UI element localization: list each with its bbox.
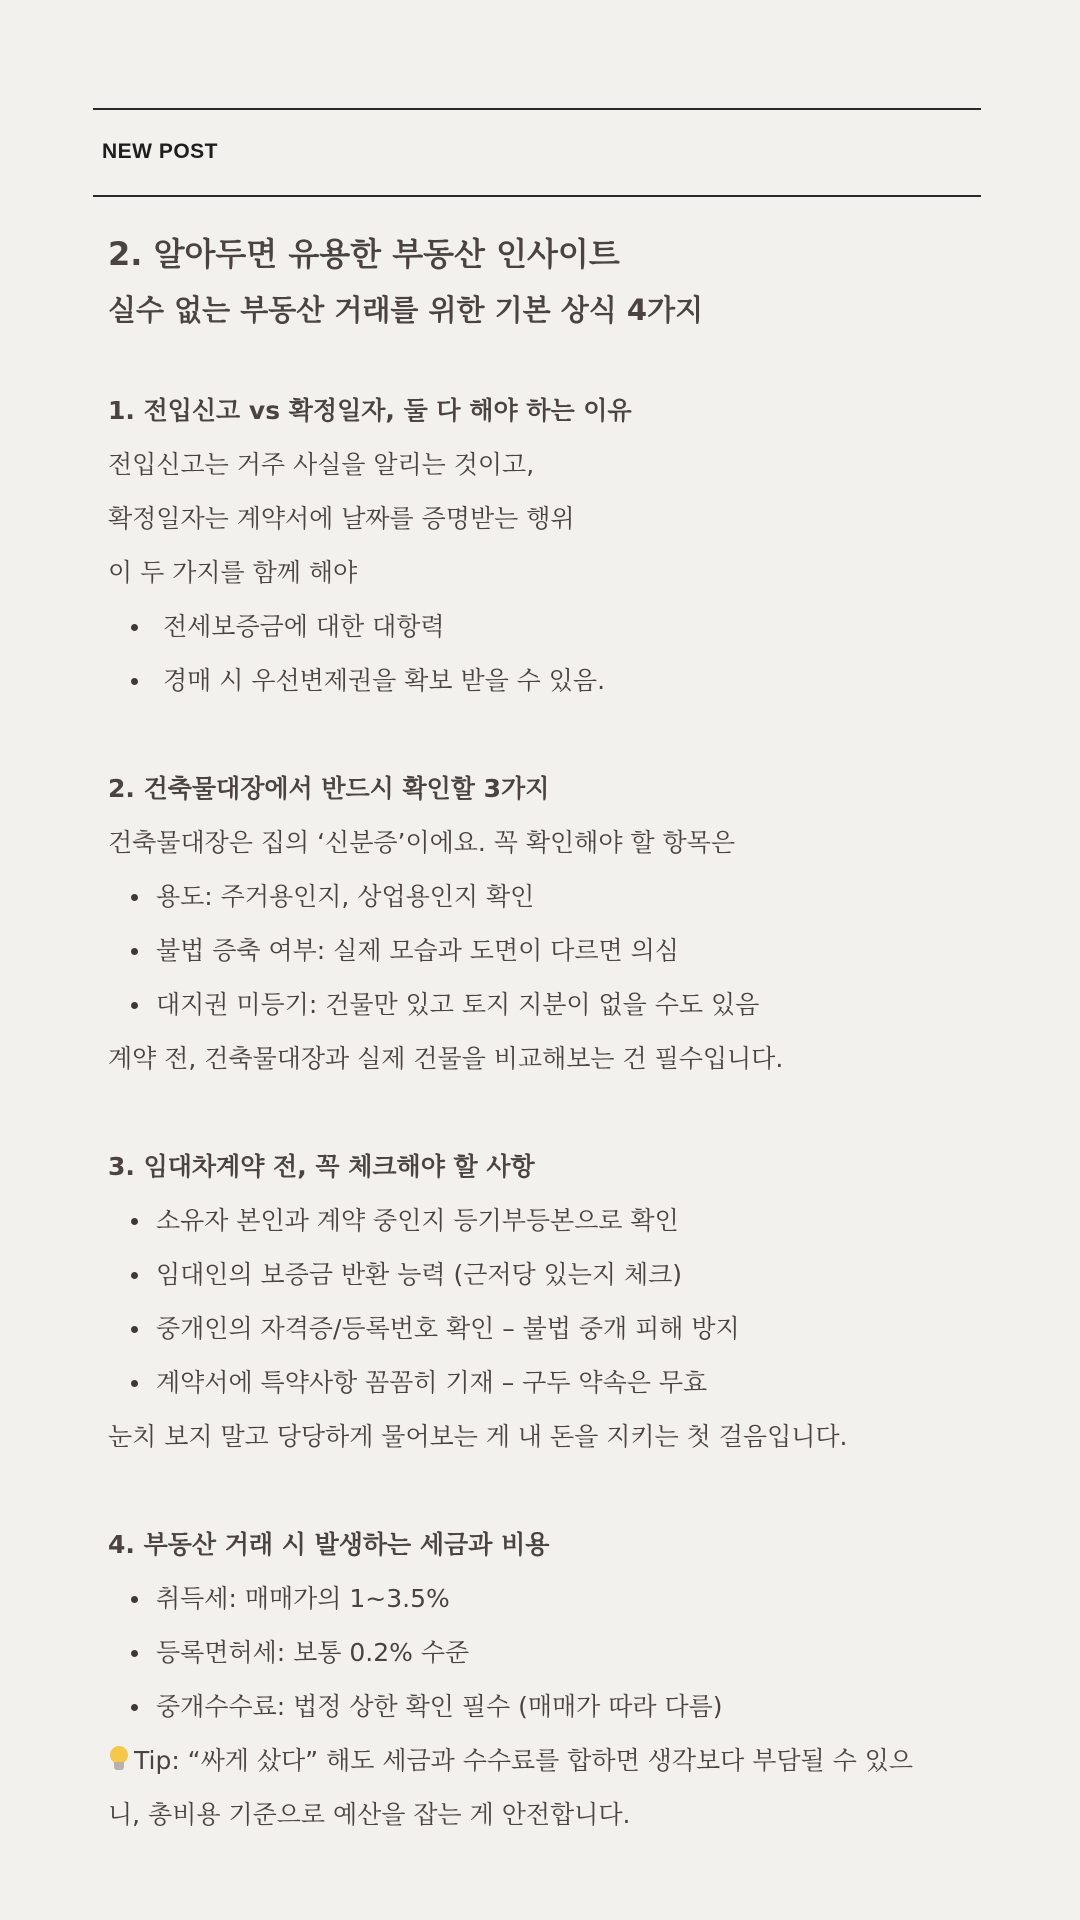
paragraph-line: 계약 전, 건축물대장과 실제 건물을 비교해보는 건 필수입니다.	[108, 1044, 784, 1073]
paragraph-line: 이 두 가지를 함께 해야	[108, 558, 358, 587]
list-item: 중개인의 자격증/등록번호 확인 – 불법 중개 피해 방지	[108, 1302, 968, 1356]
section-lease-checklist	[108, 1140, 968, 1464]
list-item: 대지권 미등기: 건물만 있고 토지 지분이 없을 수도 있음	[108, 978, 968, 1032]
lightbulb-icon	[108, 1746, 130, 1772]
post-title: 2. 알아두면 유용한 부동산 인사이트	[108, 235, 620, 273]
post-subtitle: 실수 없는 부동산 거래를 위한 기본 상식 4가지	[108, 293, 704, 327]
tip-line-continued: 니, 총비용 기준으로 예산을 잡는 게 안전합니다.	[108, 1800, 631, 1829]
list-item: 임대인의 보증금 반환 능력 (근저당 있는지 체크)	[108, 1248, 968, 1302]
post-body	[108, 226, 968, 1842]
section-heading: 2. 건축물대장에서 반드시 확인할 3가지	[108, 774, 550, 803]
list-item: 취득세: 매매가의 1~3.5%	[108, 1572, 968, 1626]
list-item: 계약서에 특약사항 꼼꼼히 기재 – 구두 약속은 무효	[108, 1356, 968, 1410]
section-residence-registration	[108, 384, 968, 708]
paragraph-line: 전입신고는 거주 사실을 알리는 것이고,	[108, 450, 535, 479]
header-bottom-divider	[93, 195, 981, 197]
list-item: 전세보증금에 대한 대항력	[108, 600, 968, 654]
section-heading: 1. 전입신고 vs 확정일자, 둘 다 해야 하는 이유	[108, 396, 632, 425]
header-top-divider	[93, 108, 981, 110]
paragraph-line: 건축물대장은 집의 ‘신분증’이에요. 꼭 확인해야 할 항목은	[108, 828, 735, 857]
section-taxes-costs	[108, 1518, 968, 1842]
bullet-list	[108, 600, 968, 708]
tip-line	[108, 1734, 968, 1788]
section-heading: 4. 부동산 거래 시 발생하는 세금과 비용	[108, 1530, 550, 1559]
section-heading: 3. 임대차계약 전, 꼭 체크해야 할 사항	[108, 1152, 535, 1181]
bullet-list	[108, 870, 968, 1032]
bullet-list	[108, 1194, 968, 1410]
list-item: 용도: 주거용인지, 상업용인지 확인	[108, 870, 968, 924]
list-item: 소유자 본인과 계약 중인지 등기부등본으로 확인	[108, 1194, 968, 1248]
tip-text: Tip: “싸게 샀다” 해도 세금과 수수료를 합하면 생각보다 부담될 수 있으	[134, 1746, 914, 1775]
new-post-label: NEW POST	[102, 140, 219, 163]
bullet-list	[108, 1572, 968, 1734]
list-item: 등록면허세: 보통 0.2% 수준	[108, 1626, 968, 1680]
paragraph-line: 확정일자는 계약서에 날짜를 증명받는 행위	[108, 504, 575, 533]
list-item: 불법 증축 여부: 실제 모습과 도면이 다르면 의심	[108, 924, 968, 978]
paragraph-line: 눈치 보지 말고 당당하게 물어보는 게 내 돈을 지키는 첫 걸음입니다.	[108, 1422, 848, 1451]
list-item: 경매 시 우선변제권을 확보 받을 수 있음.	[108, 654, 968, 708]
list-item: 중개수수료: 법정 상한 확인 필수 (매매가 따라 다름)	[108, 1680, 968, 1734]
section-building-register	[108, 762, 968, 1086]
